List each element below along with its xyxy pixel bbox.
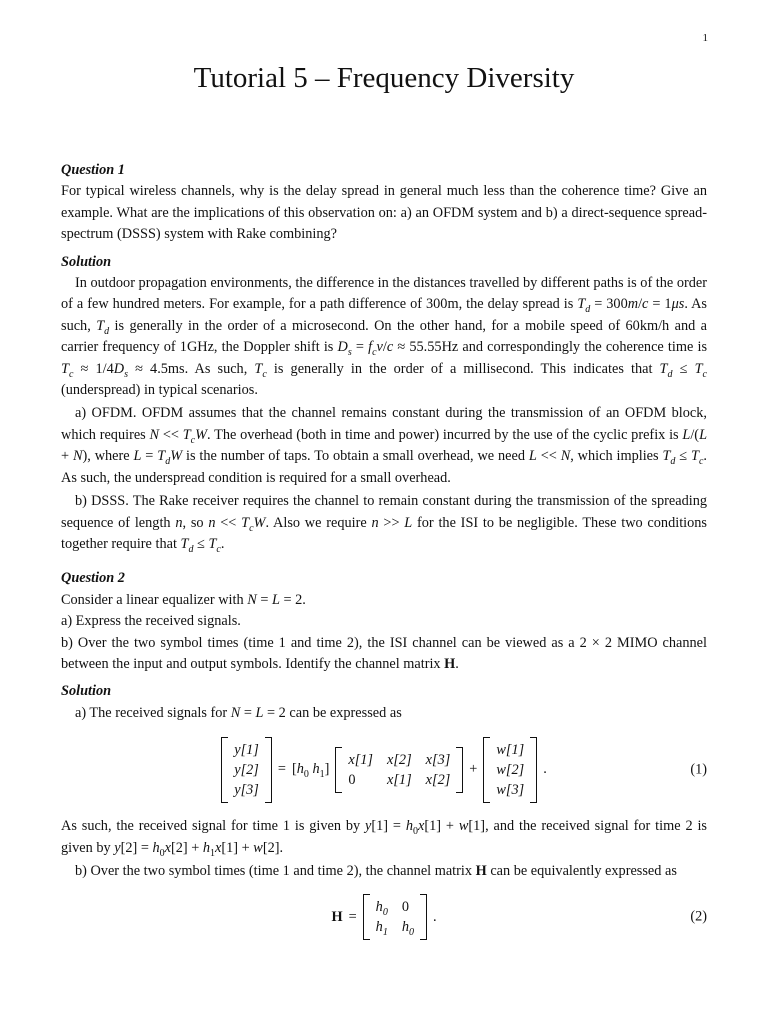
equation-1: y[1] y[2] y[3] = [$h_0$ $h_1$] x[1] x[2] x[3] 0 x[1] x[2] + w[1] w[2] w[3] . (1) <box>61 730 707 810</box>
solution-1-paragraph-3: b) DSSS. The Rake receiver requires the channel to remain constant during the transmission of the spreading sequence of length n, so $n << T_cW$. Also we require n >> L for the ISI to be negligible. These two conditions together require that $T_d \le T_c$. <box>61 493 707 555</box>
question-2-line-2: a) Express the received signals. <box>61 613 241 630</box>
equation-2-number: (2) <box>690 908 707 925</box>
page-number: 1 <box>702 32 708 44</box>
question-2-line-3: b) Over the two symbol times (time 1 and time 2), the ISI channel can be viewed as a 2 × 2 MIMO channel between the input and output symbols. Identify the channel matrix H. <box>61 634 708 672</box>
document-body <box>61 160 707 952</box>
solution-2-line-3: b) Over the two symbol times (time 1 and time 2), the channel matrix H can be equivalently expressed as <box>75 862 677 879</box>
symbol-matrix: x[1] x[2] x[3] 0 x[1] x[2] <box>335 747 463 793</box>
solution-2-line-2: As such, the received signal for time 1 is given by $y[1] = h_0x[1] + w[1]$, and the received signal for time 2 is given by $y[2] = h_0x[2] + h_1x[1] + w[2]$. <box>61 818 707 859</box>
solution-1-paragraph-2: a) OFDM. OFDM assumes that the channel remains constant during the transmission of an OFDM block, which requires $N << T_cW$. The overhead (both in time and power) incurred by the use of the cyclic prefix is L/(L + N), where $L = T_dW$ is the number of taps. To obtain a small overhead, we need L << N, which implies $T_d \le T_c$. As such, the underspread condition is required for a small overhead. <box>61 405 708 486</box>
equation-1-number: (1) <box>690 761 707 778</box>
solution-1-heading: Solution <box>61 253 112 270</box>
solution-1-paragraph-1: In outdoor propagation environments, the difference in the distances travelled by different paths is of the order of a few hundred meters. For example, for a path difference of 300m, the delay spread is $T_d = 300m/c = 1\mu s$. As such, $T_d$ is generally in the order of a microsecond. On the other hand, for a mobile speed of 60km/h and a carrier frequency of 1GHz, the Doppler shift is $D_s = f_cv/c \approx 55.55Hz$ and correspondingly the coherence time is $T_c \approx 1/4D_s \approx 4.5ms$. As such, $T_c$ is generally in the order of a millisecond. This indicates that $T_d \le T_c$ (underspread) in typical scenarios. <box>61 275 708 399</box>
page-title: Tutorial 5 – Frequency Diversity <box>193 62 575 94</box>
channel-matrix: $h_0$ 0 $h_1$ $h_0$ <box>363 894 427 940</box>
question-2-heading: Question 2 <box>61 570 125 587</box>
noise-vector: w[1] w[2] w[3] <box>483 737 537 803</box>
question-2-line-1: Consider a linear equalizer with N = L = 2. <box>61 591 306 608</box>
matrix-h-symbol: H <box>331 908 343 925</box>
channel-row: [$h_0$ $h_1$] <box>291 761 330 781</box>
solution-2-heading: Solution <box>61 683 112 700</box>
received-vector: y[1] y[2] y[3] <box>221 737 272 803</box>
question-1-text: For typical wireless channels, why is the delay spread in general much less than the coherence time? Give an example. What are the implications of this observation on: a) an OFDM system and b) a direct-sequence spread-spectrum (DSSS) system with Rake combining? <box>61 183 707 243</box>
equation-2: H = $h_0$ 0 $h_1$ $h_0$ . (2) <box>61 886 707 948</box>
solution-2-line-1: a) The received signals for N = L = 2 can be expressed as <box>75 704 402 721</box>
question-1-heading: Question 1 <box>61 162 125 178</box>
